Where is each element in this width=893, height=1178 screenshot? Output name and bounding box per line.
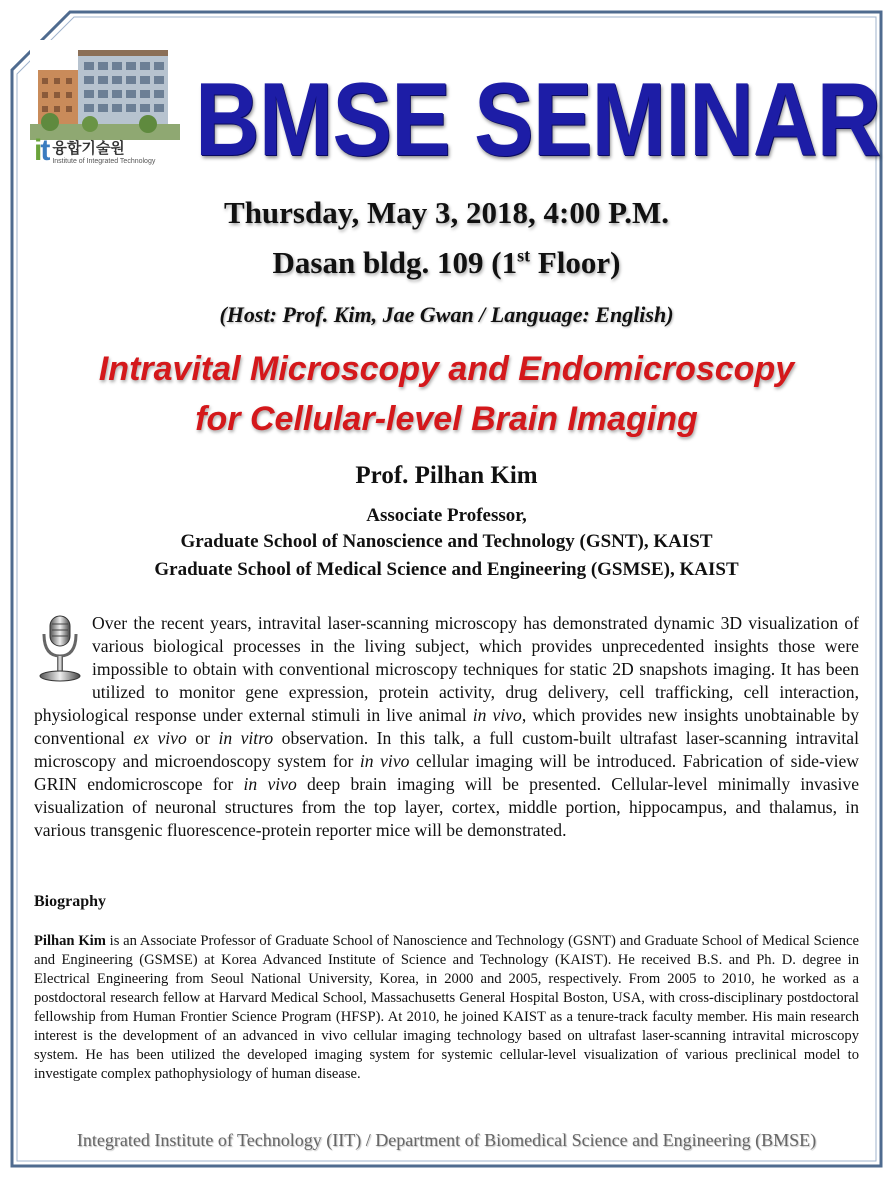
abstract bbox=[34, 612, 859, 842]
abstract-italic: in vivo bbox=[243, 774, 297, 794]
abstract-text: deep brain imaging will be presented. Cellular-level minimally invasive visualization of neuronal structures from the top layer, cortex, middle portion, hippocampus, and thalamus, in various transgenic fluorescence-protein reporter mice will be demonstrated. bbox=[34, 774, 860, 840]
microphone-icon bbox=[34, 614, 86, 684]
event-host: (Host: Prof. Kim, Jae Gwan / Language: English) bbox=[219, 302, 674, 327]
abstract-text: observation. In this talk, a full custom-built ultrafast laser-scanning intravital microscopy and microendoscopy system for bbox=[34, 728, 859, 771]
biography-body: is an Associate Professor of Graduate School of Nanoscience and Technology (GSNT) and Graduate School of Medical Science and Engineering (GSMSE) at Korea Advanced Institute of Science and Technology (KAIST). He received B.S. and Ph. D. degree in Electrical Engineering from Seoul National University, Korea, in 2000 and 2005, respectively. From 2005 to 2010, he worked as a postdoctoral research fellow at Harvard Medical School, Massachusetts General Hospital Boston, USA, with cross-disciplinary postdoctoral fellowship from Human Frontier Science Program (HFSP). At 2010, he joined KAIST as a tenure-track faculty member. His main research interest is the development of an advanced in vivo cellular imaging technology based on ultrafast laser-scanning intravital microscopy system. He has been utilized the developed imaging system for systemic cellular-level visualization of various preclinical model to investigate complex pathophysiology of human disease. bbox=[34, 933, 859, 1082]
talk-title-line2: for Cellular-level Brain Imaging bbox=[195, 400, 698, 438]
abstract-italic: in vivo bbox=[472, 705, 522, 725]
biography-text bbox=[34, 932, 859, 1084]
event-datetime: Thursday, May 3, 2018, 4:00 P.M. bbox=[224, 195, 669, 230]
venue-text-end: Floor) bbox=[530, 245, 621, 280]
talk-title-line1: Intravital Microscopy and Endomicroscopy bbox=[98, 350, 795, 388]
speaker-name: Prof. Pilhan Kim bbox=[355, 462, 538, 489]
abstract-italic: ex vivo bbox=[133, 728, 187, 748]
abstract-text: , which provides new insights unobtainable by conventional bbox=[34, 705, 859, 748]
building-icon bbox=[30, 40, 180, 140]
biography-heading: Biography bbox=[34, 893, 107, 910]
venue-superscript: st bbox=[517, 245, 531, 266]
logo-english-name: Institute of Integrated Technology bbox=[52, 158, 156, 165]
biography-name: Pilhan Kim bbox=[34, 933, 106, 949]
venue-text: Dasan bldg. 109 (1 bbox=[272, 245, 518, 280]
abstract-text: or bbox=[186, 728, 219, 748]
abstract-text: Over the recent years, intravital laser-scanning microscopy has demonstrated dynamic 3D visualization of various biological processes in the living subject, which provides unprecedented insights those were impossible to obtain with conventional microscopy techniques for static 2D snapshots imaging. It has been utilized to monitor gene expression, protein activity, drug delivery, cell trafficking, cell interaction, physiological response under external stimuli in live animal bbox=[34, 613, 859, 725]
speaker-position: Associate Professor, bbox=[366, 505, 527, 526]
speaker-affiliation-gsmse: Graduate School of Medical Science and Engineering (GSMSE), KAIST bbox=[154, 559, 739, 580]
speaker-affiliation-gsnt: Graduate School of Nanoscience and Technology (GSNT), KAIST bbox=[180, 531, 713, 552]
seminar-title: BMSE SEMINAR bbox=[195, 62, 881, 178]
footer: Integrated Institute of Technology (IIT) / Department of Biomedical Science and Engineering (BMSE) bbox=[76, 1130, 817, 1150]
abstract-text: cellular imaging will be introduced. Fabrication of side-view GRIN endomicroscope for bbox=[34, 751, 860, 794]
abstract-italic: in vitro bbox=[218, 728, 274, 748]
abstract-italic: in vivo bbox=[359, 751, 410, 771]
iit-logo-mark: it bbox=[34, 134, 49, 167]
institute-logo bbox=[34, 132, 174, 170]
event-venue bbox=[0, 245, 893, 281]
logo-korean-name: 융합기술원 bbox=[52, 139, 125, 157]
